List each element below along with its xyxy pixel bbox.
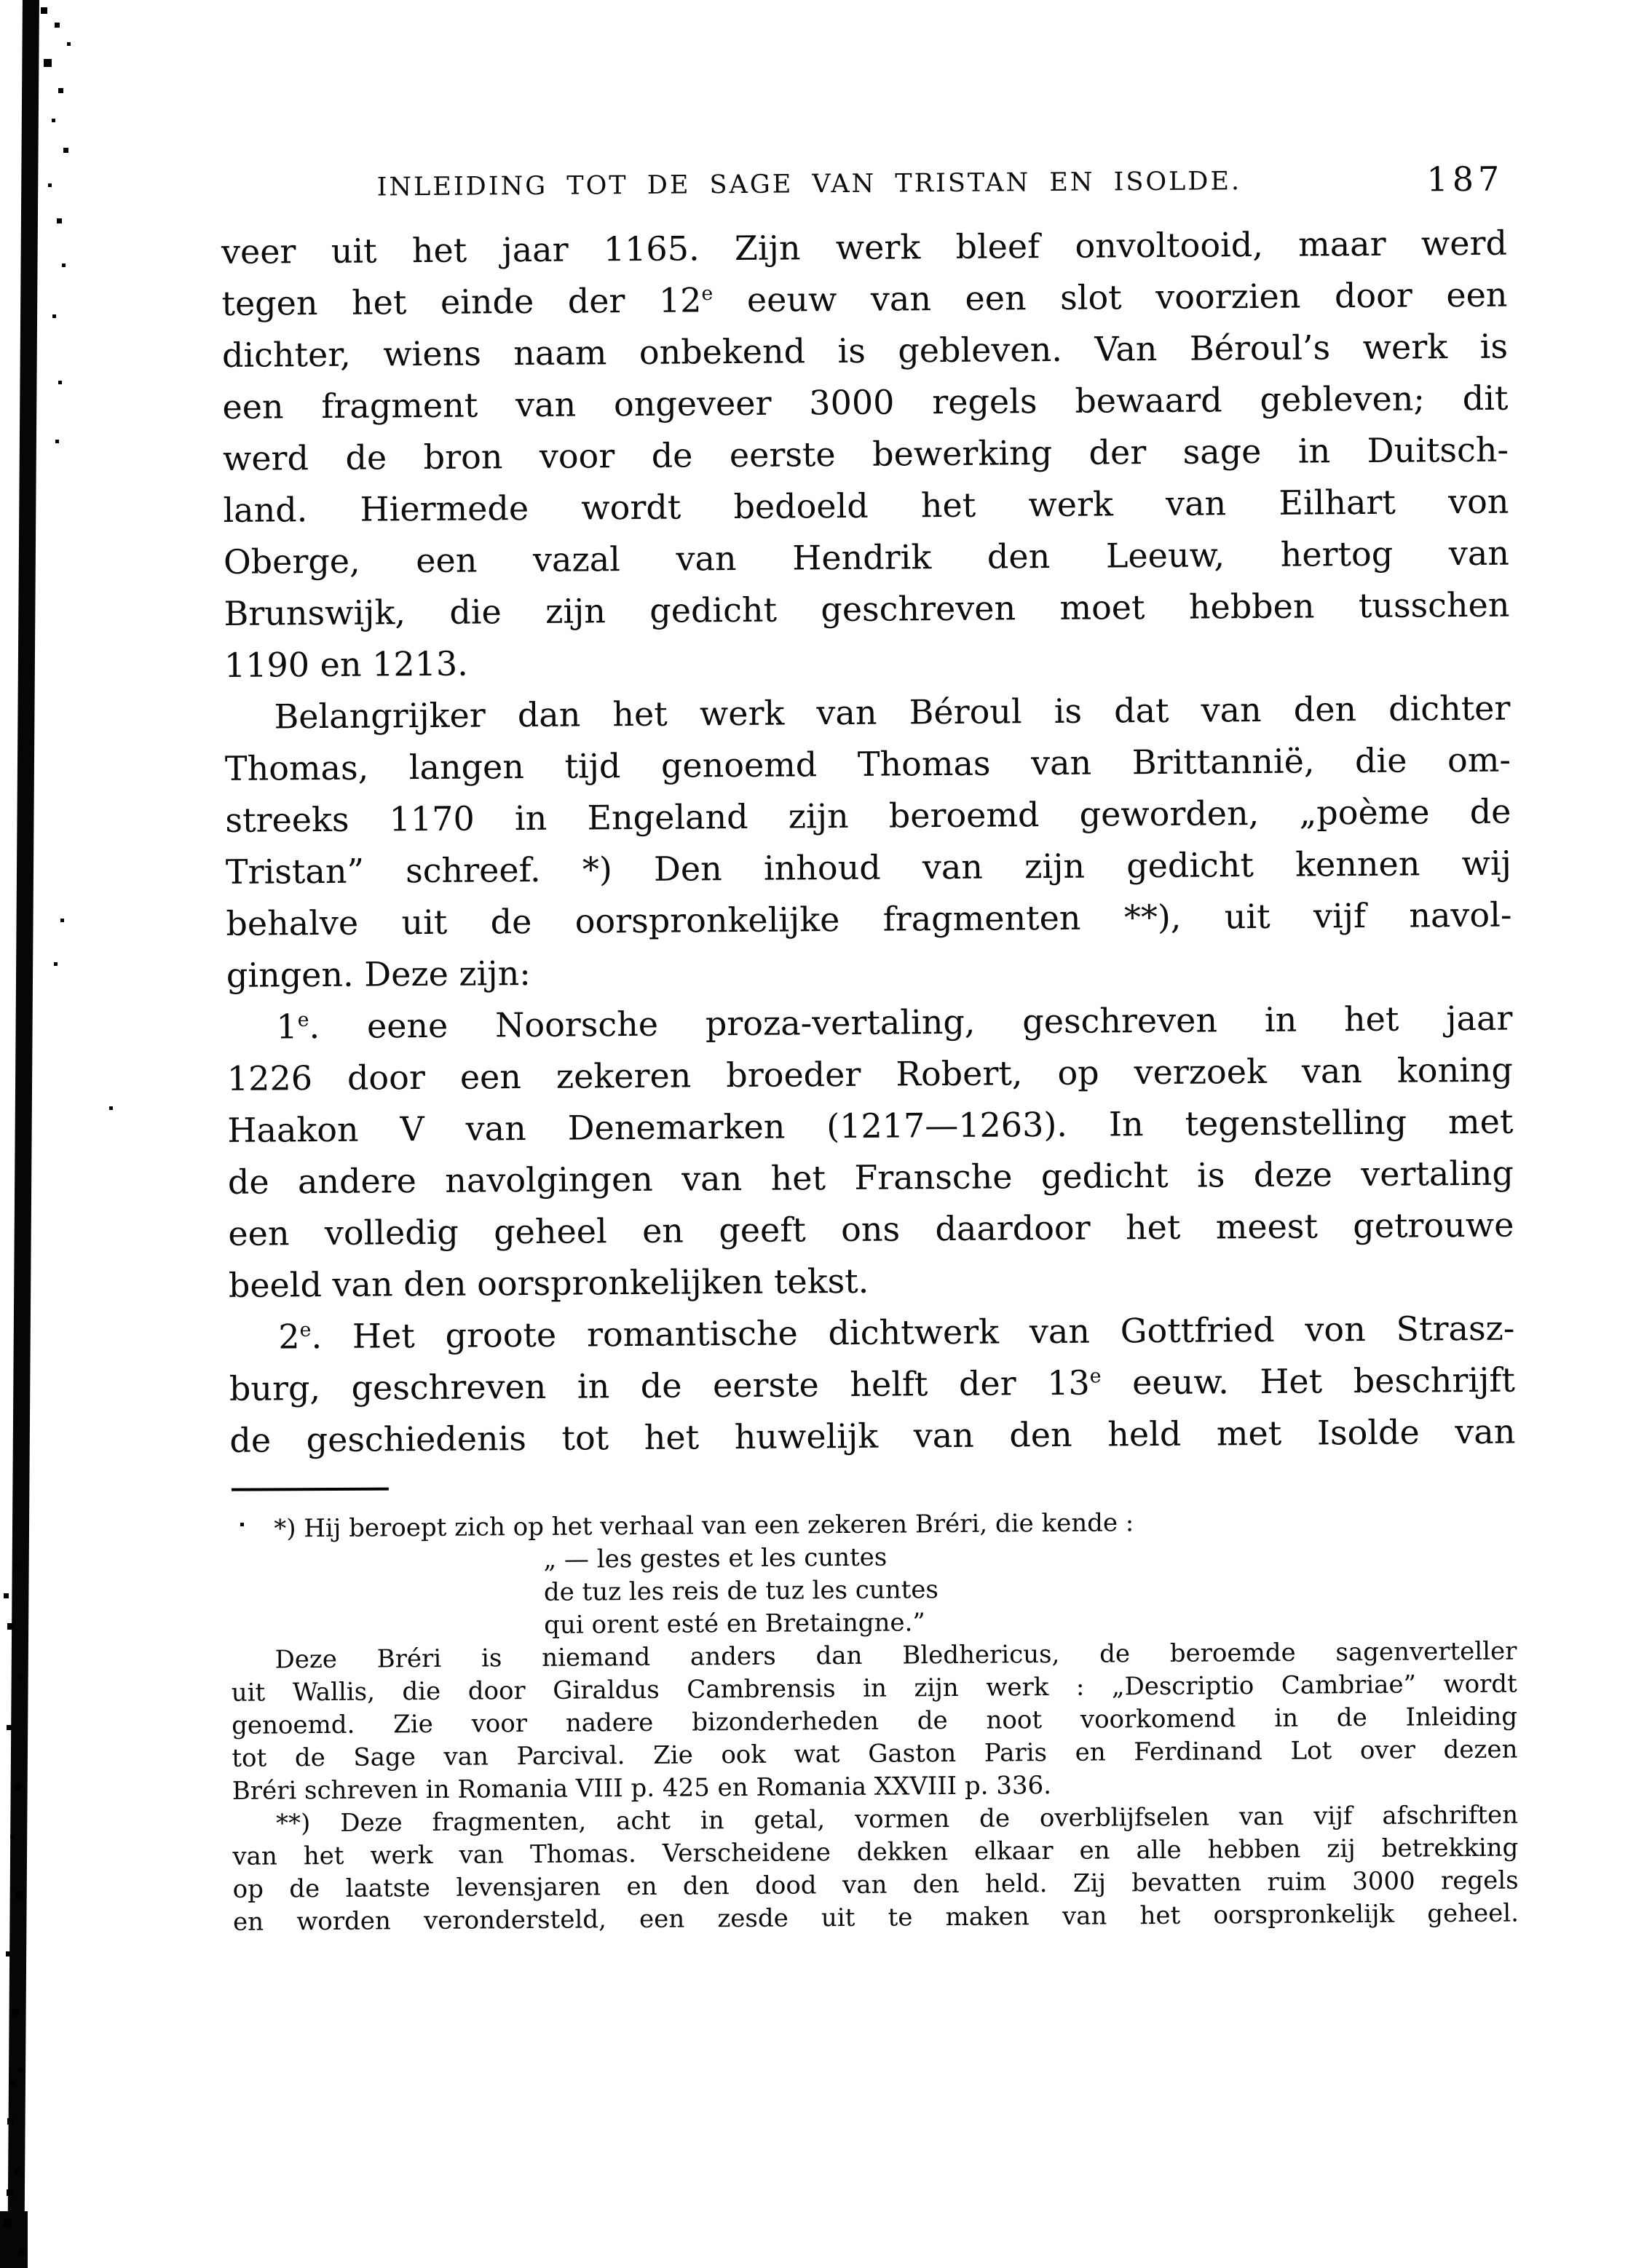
footnotes (230, 1504, 1519, 1939)
text-line: tegen het einde der 12e eeuw van een slot voorzien door een (221, 274, 1508, 323)
running-title: INLEIDING TOT DE SAGE VAN TRISTAN EN ISOLDE. (376, 167, 1242, 202)
scan-gutter-bar (7, 0, 39, 2268)
footnote-paragraph (231, 1635, 1518, 1808)
text-line: en worden verondersteld, een zesde uit te maken van het oorspronkelijk geheel. (232, 1898, 1519, 1937)
text-line: de geschiedenis tot het huwelijk van den held met Isolde van (229, 1411, 1516, 1460)
text-line: Brunswijk, die zijn gedicht geschreven moet hebben tusschen (224, 584, 1510, 633)
text-line: „ — les gestes et les cuntes (543, 1542, 888, 1574)
body-paragraph (226, 993, 1514, 1312)
text-line: 1190 en 1213. (224, 643, 468, 685)
text-line: veer uit het jaar 1165. Zijn werk bleef onvoltooid, maar werd (221, 223, 1508, 271)
text-line: op de laatste levensjaren en den dood van den held. Zij bevatten ruim 3000 regels (232, 1865, 1519, 1904)
page-number: 187 (1426, 159, 1504, 199)
superscript-ordinal: e (297, 1008, 309, 1031)
superscript-ordinal: e (1089, 1365, 1102, 1388)
text-line: tot de Sage van Parcival. Zie ook wat Gaston Paris en Ferdinand Lot over dezen (232, 1734, 1518, 1773)
text-line: qui orent esté en Bretaingne.” (544, 1608, 925, 1640)
text-line: uit Wallis, die door Giraldus Cambrensis in zijn werk : „Descriptio Cambriae” wordt (231, 1669, 1517, 1708)
text-line: dichter, wiens naam onbekend is gebleven. Van Béroul’s werk is (221, 326, 1509, 375)
text-line: gingen. Deze zijn: (226, 953, 531, 995)
text-line: behalve uit de oorspronkelijke fragmenten **), uit vijf navol- (226, 895, 1512, 943)
text-line: 2e. Het groote romantische dichtwerk van Gottfried von Strasz- (278, 1308, 1515, 1357)
page-header (221, 159, 1506, 215)
text-line: **) Deze fragmenten, acht in getal, vormen de overblijfselen van vijf afschriften (275, 1800, 1519, 1839)
page-content (221, 159, 1519, 1939)
text-line: een volledig geheel en geeft ons daardoor het meest getrouwe (228, 1205, 1514, 1253)
text-line: Thomas, langen tijd genoemd Thomas van Brittannië, die om- (224, 740, 1511, 788)
text-line: Belangrijker dan het werk van Béroul is dat van den dichter (274, 688, 1511, 737)
footnote-paragraph (230, 1504, 1517, 1644)
text-line: beeld van den oorspronkelijken tekst. (228, 1261, 869, 1305)
superscript-ordinal: e (299, 1318, 312, 1341)
text-line: *) Hij beroept zich op het verhaal van een zekeren Bréri, die kende : (274, 1508, 1134, 1544)
text-line: land. Hiermede wordt bedoeld het werk van Eilhart von (223, 481, 1509, 530)
text-line: Haakon V van Denemarken (1217—1263). In tegenstelling met (227, 1101, 1514, 1150)
text-line: de andere navolgingen van het Fransche gedicht is deze vertaling (227, 1153, 1514, 1202)
text-line: de tuz les reis de tuz les cuntes (543, 1575, 939, 1607)
body-text (221, 218, 1516, 1467)
text-line: 1226 door een zekeren broeder Robert, op verzoek van koning (226, 1050, 1514, 1098)
text-line: Oberge, een vazal van Hendrik den Leeuw, hertog van (223, 533, 1510, 582)
text-line: Bréri schreven in Romania VIII p. 425 en Romania XXVIII p. 336. (232, 1771, 1052, 1806)
text-line: werd de bron voor de eerste bewerking der sage in Duitsch- (222, 429, 1509, 478)
body-paragraph (229, 1303, 1515, 1467)
superscript-ordinal: e (701, 282, 714, 306)
text-line: 1e. eene Noorsche proza-vertaling, geschreven in het jaar (276, 998, 1513, 1047)
body-paragraph (221, 218, 1510, 691)
text-line: een fragment van ongeveer 3000 regels bewaard gebleven; dit (222, 378, 1509, 427)
text-line: Tristan” schreef. *) Den inhoud van zijn gedicht kennen wij (225, 843, 1512, 892)
scan-gutter-bottom (0, 2211, 28, 2268)
body-paragraph (224, 683, 1512, 1002)
footnote-paragraph (232, 1799, 1519, 1939)
text-line: burg, geschreven in de eerste helft der 13e eeuw. Het beschrijft (229, 1360, 1516, 1408)
text-line: genoemd. Zie voor nadere bizonderheden de noot voorkomend in de Inleiding (231, 1702, 1518, 1740)
text-line: Deze Bréri is niemand anders dan Bledhericus, de beroemde sagenverteller (274, 1636, 1517, 1675)
scan-noise-bottom (0, 0, 4, 4)
text-line: streeks 1170 in Engeland zijn beroemd geworden, „poème de (225, 791, 1511, 840)
footnote-rule (232, 1488, 389, 1491)
text-line: van het werk van Thomas. Verscheidene dekken elkaar en alle hebben zij betrekking (232, 1833, 1519, 1871)
